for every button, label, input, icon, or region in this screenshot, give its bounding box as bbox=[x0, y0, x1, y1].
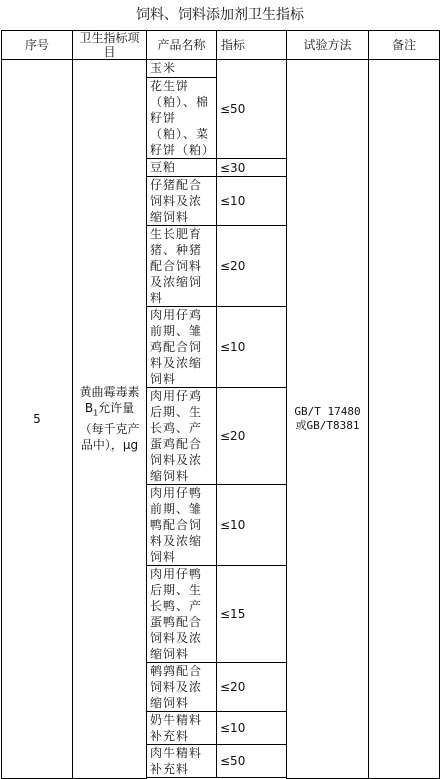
product-cell: 肉用仔鸡前期、雏鸡配合饲料及浓缩饲料 bbox=[147, 307, 217, 388]
header-row bbox=[2, 31, 440, 60]
product-cell: 肉用仔鸭后期、生长鸭、产蛋鸭配合饲料及浓缩饲料 bbox=[147, 566, 217, 663]
page-title: 饲料、饲料添加剂卫生指标 bbox=[136, 7, 304, 23]
product-cell: 肉牛精料补充料 bbox=[147, 745, 217, 778]
spacer-cell bbox=[217, 778, 287, 779]
product-cell: 花生饼（粕）、棉籽饼（粕）、菜籽饼（粕） bbox=[147, 78, 217, 159]
product-cell: 生长肥育猪、种猪配合饲料及浓缩饲料 bbox=[147, 226, 217, 307]
indicator-rest: 允许量（每千克产品中），μg bbox=[79, 401, 140, 453]
spacer-cell bbox=[147, 778, 217, 779]
product-cell: 玉米 bbox=[147, 60, 217, 78]
limit-cell: ≤20 bbox=[217, 388, 287, 485]
hygiene-standards-table bbox=[1, 30, 440, 779]
indicator-cell bbox=[73, 60, 147, 779]
limit-cell: ≤50 bbox=[217, 60, 287, 159]
method-cell: GB/T 17480或GB/T8381 bbox=[287, 60, 369, 779]
limit-cell: ≤10 bbox=[217, 485, 287, 566]
limit-cell: ≤10 bbox=[217, 177, 287, 226]
header-indicator: 卫生指标项目 bbox=[73, 31, 147, 60]
header-limit: 指标 bbox=[217, 31, 287, 60]
limit-cell: ≤20 bbox=[217, 226, 287, 307]
limit-cell: ≤30 bbox=[217, 159, 287, 177]
limit-cell: ≤15 bbox=[217, 566, 287, 663]
product-cell: 肉用仔鸡后期、生长鸡、产蛋鸡配合饲料及浓缩饲料 bbox=[147, 388, 217, 485]
product-cell: 豆粕 bbox=[147, 159, 217, 177]
limit-cell: ≤10 bbox=[217, 307, 287, 388]
indicator-subscript: 1 bbox=[93, 408, 99, 418]
product-cell: 奶牛精料补充料 bbox=[147, 712, 217, 745]
product-cell: 肉用仔鸭前期、雏鸭配合饲料及浓缩饲料 bbox=[147, 485, 217, 566]
note-cell bbox=[369, 60, 440, 779]
header-seq: 序号 bbox=[2, 31, 73, 60]
limit-cell: ≤10 bbox=[217, 712, 287, 745]
table-row bbox=[2, 60, 440, 78]
product-cell: 鹌鹑配合饲料及浓缩饲料 bbox=[147, 663, 217, 712]
header-product: 产品名称 bbox=[147, 31, 217, 60]
indicator-main: 黄曲霉毒素B bbox=[79, 385, 140, 416]
product-cell: 仔猪配合饲料及浓缩饲料 bbox=[147, 177, 217, 226]
limit-cell: ≤50 bbox=[217, 745, 287, 778]
header-method: 试验方法 bbox=[287, 31, 369, 60]
seq-cell: 5 bbox=[2, 60, 73, 779]
header-note: 备注 bbox=[369, 31, 440, 60]
limit-cell: ≤20 bbox=[217, 663, 287, 712]
